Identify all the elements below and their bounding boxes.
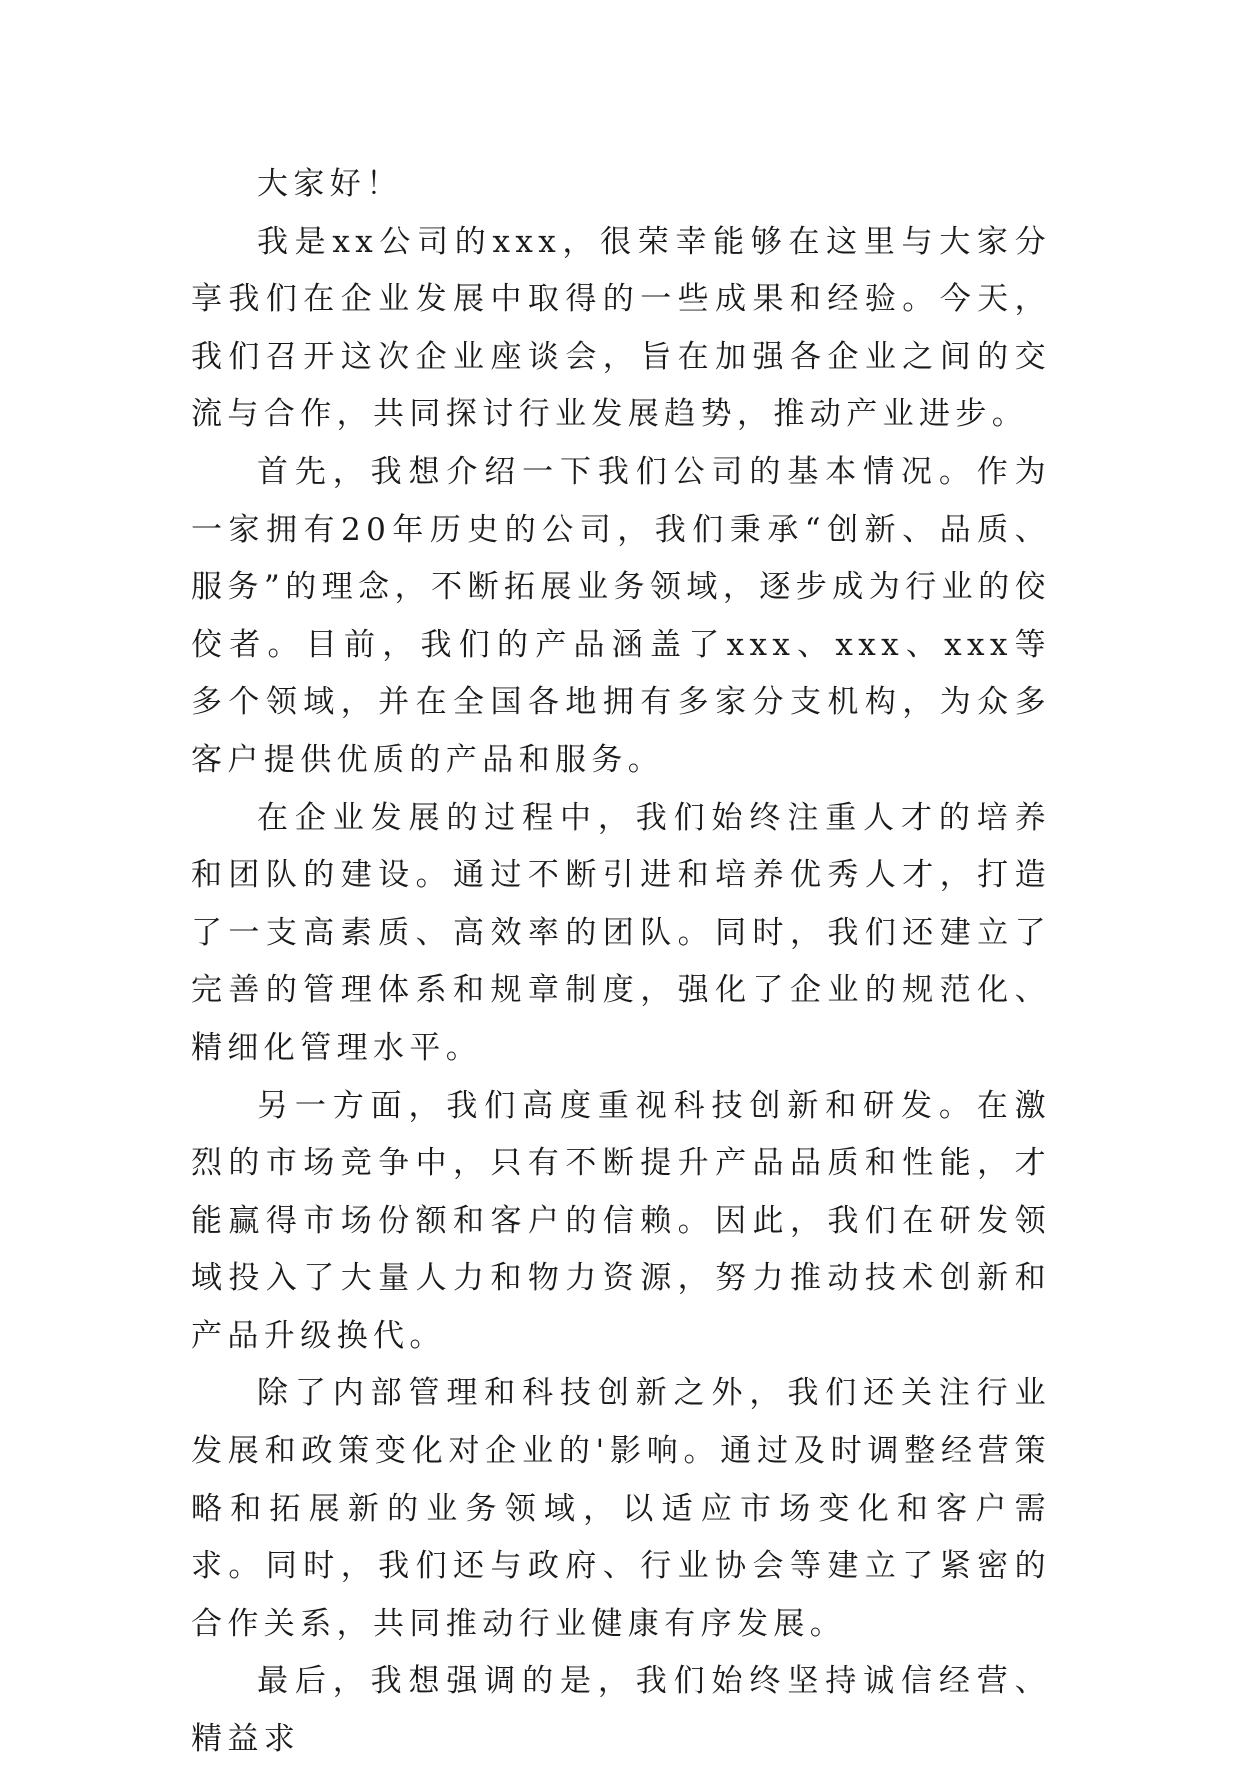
company-overview-paragraph: 首先，我想介绍一下我们公司的基本情况。作为一家拥有20年历史的公司，我们秉承“创新、品质、服务”的理念，不断拓展业务领域，逐步成为行业的佼佼者。目前，我们的产品涵盖了xxx、xxx、xxx等多个领域，并在全国各地拥有多家分支机构，为众多客户提供优质的产品和服务。 — [191, 453, 1051, 778]
talent-team-paragraph: 在企业发展的过程中，我们始终注重人才的培养和团队的建设。通过不断引进和培养优秀人才，打造了一支高素质、高效率的团队。同时，我们还建立了完善的管理体系和规章制度，强化了企业的规范化、精细化管理水平。 — [191, 799, 1051, 1066]
greeting-paragraph: 大家好！ — [257, 166, 403, 202]
closing-paragraph: 最后，我想强调的是，我们始终坚持诚信经营、精益求 — [191, 1663, 1051, 1758]
policy-industry-paragraph: 除了内部管理和科技创新之外，我们还关注行业发展和政策变化对企业的'影响。通过及时调整经营策略和拓展新的业务领域，以适应市场变化和客户需求。同时，我们还与政府、行业协会等建立了紧密的合作关系，共同推动行业健康有序发展。 — [191, 1375, 1051, 1642]
innovation-rd-paragraph: 另一方面，我们高度重视科技创新和研发。在激烈的市场竞争中，只有不断提升产品品质和性能，才能赢得市场份额和客户的信赖。因此，我们在研发领域投入了大量人力和物力资源，努力推动技术创新和产品升级换代。 — [191, 1087, 1051, 1354]
introduction-paragraph: 我是xx公司的xxx，很荣幸能够在这里与大家分享我们在企业发展中取得的一些成果和经验。今天，我们召开这次企业座谈会，旨在加强各企业之间的交流与合作，共同探讨行业发展趋势，推动产业进步。 — [191, 223, 1051, 433]
document-body — [191, 156, 1051, 1769]
